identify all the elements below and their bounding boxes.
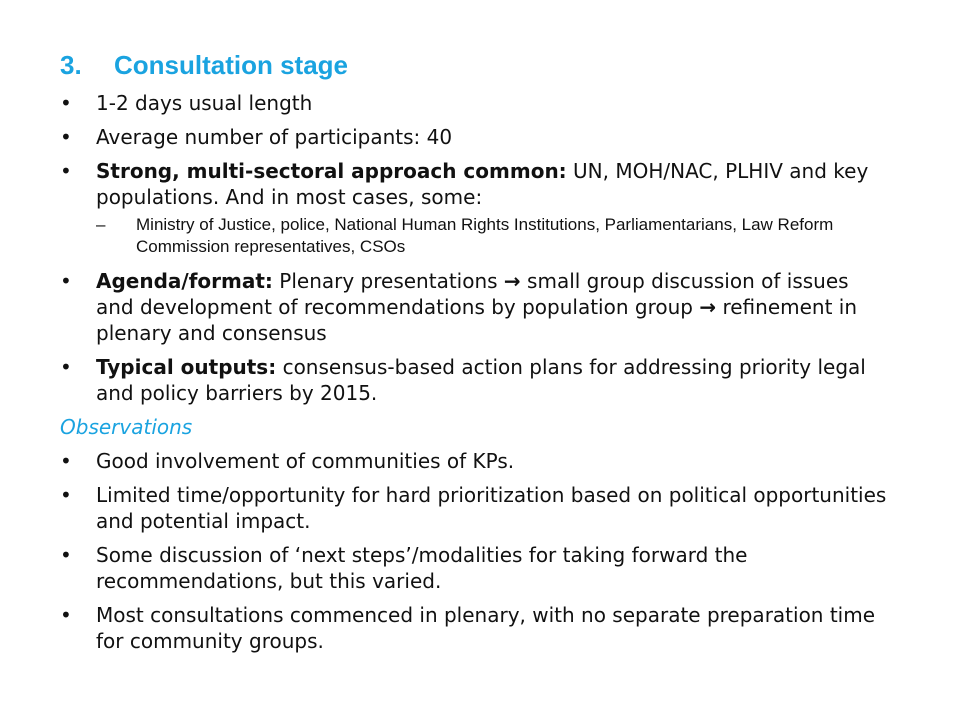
item-text: Some discussion of ‘next steps’/modalities for taking forward the recommendations, but this varied.: [96, 543, 748, 593]
bullet-item-participants: [60, 124, 890, 150]
item-bold-label: Typical outputs:: [96, 355, 277, 379]
item-text: small group discussion of issues and development of recommendations by population group: [96, 269, 849, 319]
bullet-item-agenda: [60, 268, 890, 346]
sub-item-text: Ministry of Justice, police, National Human Rights Institutions, Parliamentarians, Law Reform Commission representatives, CSOs: [136, 215, 834, 256]
bullet-icon: •: [60, 483, 72, 507]
slide-heading: [60, 50, 348, 81]
observations-heading: Observations: [60, 415, 193, 439]
item-text: 1-2 days usual length: [96, 91, 313, 115]
item-text: UN, MOH/NAC, PLHIV and key populations. And in most cases, some:: [96, 159, 869, 209]
bullet-icon: •: [60, 449, 72, 473]
observation-item: [60, 448, 890, 474]
slide-body: [60, 90, 890, 662]
observation-item: [60, 482, 890, 534]
bullet-item-approach: [60, 158, 890, 210]
observation-item: [60, 602, 890, 654]
bullet-icon: •: [60, 355, 72, 379]
bullet-icon: •: [60, 603, 72, 627]
item-text: refinement in plenary and consensus: [96, 295, 858, 345]
bullet-item-outputs: [60, 354, 890, 406]
item-text: consensus-based action plans for addressing priority legal and policy barriers by 2015.: [96, 355, 866, 405]
item-bold-label: Strong, multi-sectoral approach common:: [96, 159, 567, 183]
dash-icon: –: [96, 215, 106, 234]
sub-item-stakeholders: [60, 214, 890, 258]
item-text: Limited time/opportunity for hard prioritization based on political opportunities and potential impact.: [96, 483, 887, 533]
bullet-icon: •: [60, 159, 72, 183]
item-text: Average number of participants: 40: [96, 125, 453, 149]
bullet-icon: •: [60, 125, 72, 149]
bullet-icon: •: [60, 543, 72, 567]
bullet-item-length: [60, 90, 890, 116]
item-text: Plenary presentations: [279, 269, 498, 293]
heading-title: Consultation stage: [114, 50, 349, 80]
observation-item: [60, 542, 890, 594]
item-text: Most consultations commenced in plenary, with no separate preparation time for community groups.: [96, 603, 876, 653]
heading-number: 3.: [60, 50, 82, 80]
arrow-right-icon: →: [699, 295, 717, 319]
bullet-icon: •: [60, 269, 72, 293]
bullet-icon: •: [60, 91, 72, 115]
item-bold-label: Agenda/format:: [96, 269, 273, 293]
arrow-right-icon: →: [503, 269, 521, 293]
item-text: Good involvement of communities of KPs.: [96, 449, 515, 473]
